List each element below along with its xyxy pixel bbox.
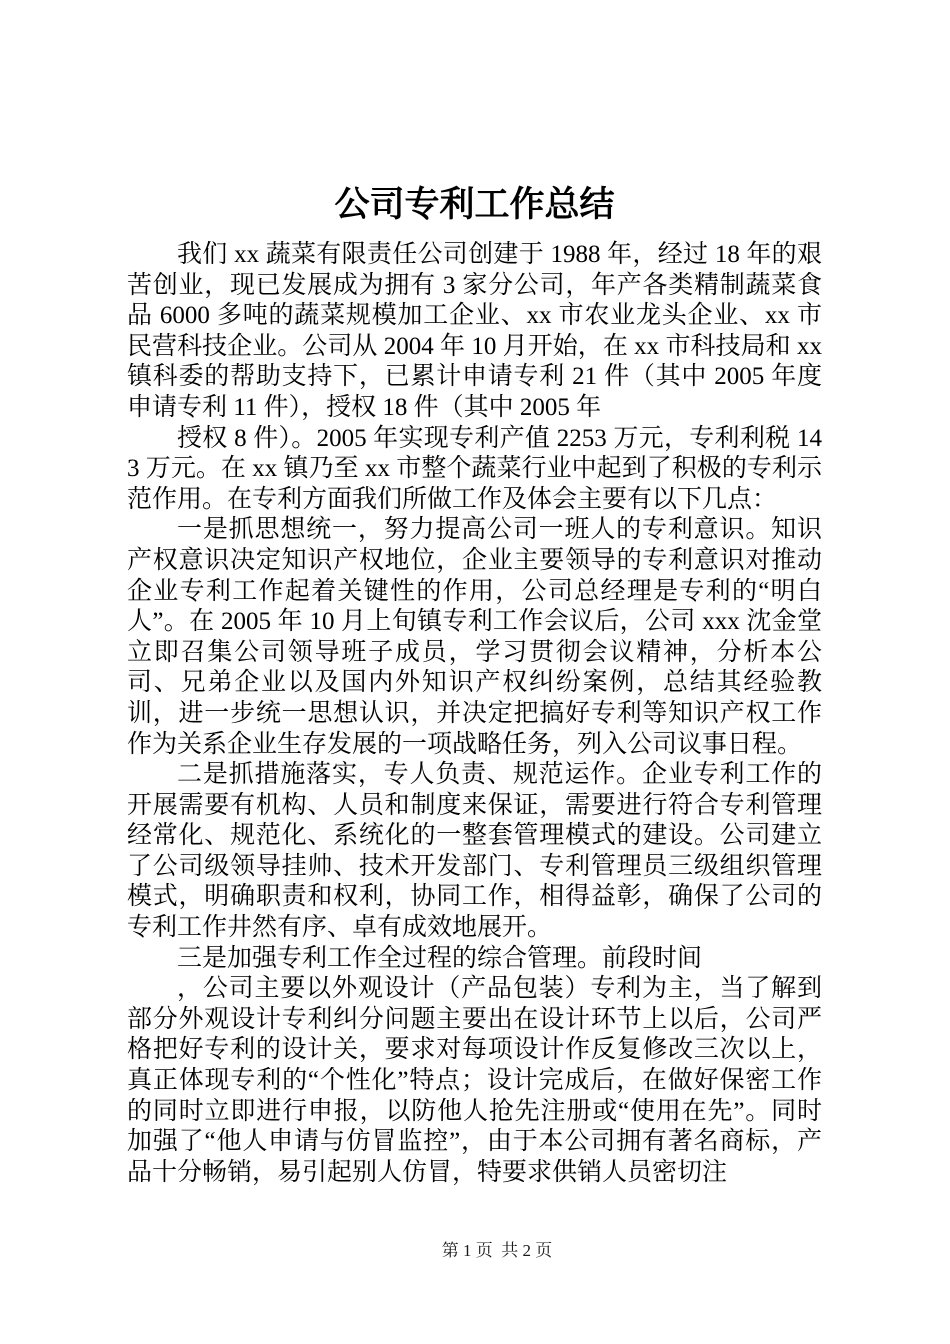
paragraph: 授权 8 件）。2005 年实现专利产值 2253 万元，专利利税 143 万元。在 xx 镇乃至 xx 市整个蔬菜行业中起到了积极的专利示范作用。在专利方面我们所做工作及体会主要有以下几点： bbox=[127, 424, 822, 513]
document-title: 公司专利工作总结 bbox=[334, 185, 615, 224]
paragraph: ，公司主要以外观设计（产品包装）专利为主，当了解到部分外观设计专利纠分问题主要出在设计环节上以后，公司严格把好专利的设计关，要求对每项设计作反复修改三次以上，真正体现专利的“个性化”特点；设计完成后，在做好保密工作的同时立即进行申报，以防他人抢先注册或“使用在先”。同时加强了“他人申请与仿冒监控”，由于本公司拥有著名商标，产品十分畅销，易引起别人仿冒，特要求供销人员密切注 bbox=[127, 975, 822, 1186]
paragraph: 一是抓思想统一，努力提高公司一班人的专利意识。知识产权意识决定知识产权地位，企业主要领导的专利意识对推动企业专利工作起着关键性的作用，公司总经理是专利的“明白人”。在 2005 年 10 月上旬镇专利工作会议后，公司 xxx 沈金堂立即召集公司领导班子成员，学习贯彻会议精神，分析本公司、兄弟企业以及国内外知识产权纠纷案例，总结其经验教训，进一步统一思想认识，并决定把搞好专利等知识产权工作作为关系企业生存发展的一项战略任务，列入公司议事日程。 bbox=[127, 516, 822, 758]
paragraph: 三是加强专利工作全过程的综合管理。前段时间 bbox=[177, 944, 703, 972]
page-footer bbox=[0, 1240, 950, 1262]
document-body bbox=[127, 183, 822, 1188]
page-number-label: 第 1 页 共 2 页 bbox=[441, 1241, 553, 1260]
paragraph: 我们 xx 蔬菜有限责任公司创建于 1988 年，经过 18 年的艰苦创业，现已发展成为拥有 3 家分公司，年产各类精制蔬菜食品 6000 多吨的蔬菜规模加工企业、xx 市农业龙头企业、xx 市民营科技企业。公司从 2004 年 10 月开始，在 xx 市科技局和 xx 镇科委的帮助支持下，已累计申请专利 21 件（其中 2005 年度申请专利 11 件），授权 18 件（其中 2005 年 bbox=[127, 241, 822, 421]
paragraph: 二是抓措施落实，专人负责、规范运作。企业专利工作的开展需要有机构、人员和制度来保证，需要进行符合专利管理经常化、规范化、系统化的一整套管理模式的建设。公司建立了公司级领导挂帅、技术开发部门、专利管理员三级组织管理模式，明确职责和权利，协同工作，相得益彰，确保了公司的专利工作井然有序、卓有成效地展开。 bbox=[127, 761, 822, 942]
